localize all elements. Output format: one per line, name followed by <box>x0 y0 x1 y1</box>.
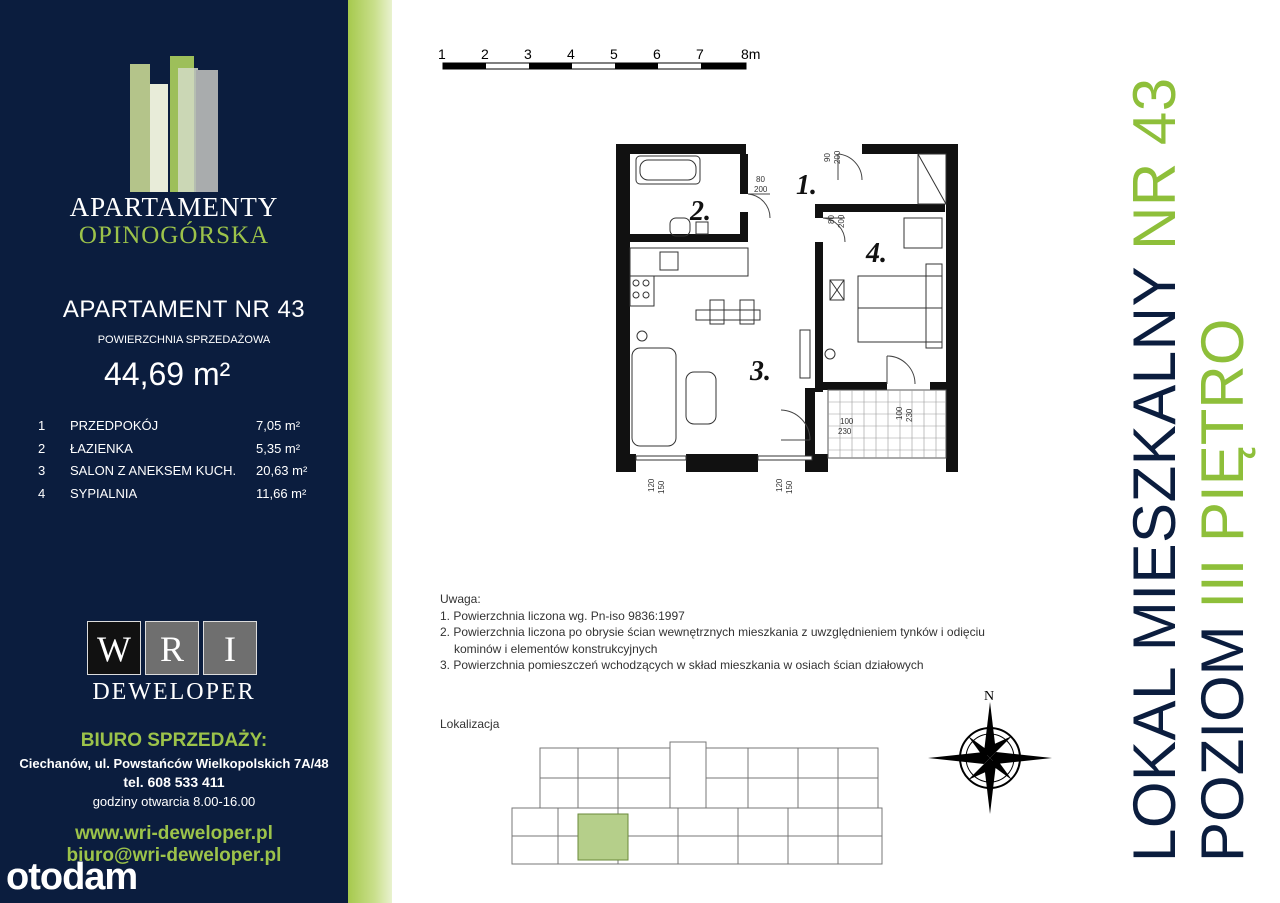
room-number: 1 <box>38 418 46 433</box>
dim-label: 200 <box>833 150 842 164</box>
logo-letter-w: W <box>87 621 141 675</box>
room-name: SALON Z ANEKSEM KUCH. <box>70 463 237 478</box>
dim-label: 120 <box>775 478 784 492</box>
scale-tick: 7 <box>696 46 704 62</box>
note-item: kominów i elementów konstrukcyjnych <box>454 641 658 656</box>
dim-label: 150 <box>785 480 794 494</box>
area-label: POWIERZCHNIA SPRZEDAŻOWA <box>97 334 271 346</box>
website-link[interactable]: www.wri-deweloper.pl <box>75 823 273 844</box>
dim-label: 200 <box>837 214 846 228</box>
dim-label: 200 <box>754 185 768 194</box>
scale-tick: 5 <box>610 46 618 62</box>
compass-icon <box>924 686 1052 816</box>
room-name: PRZEDPOKÓJ <box>70 418 159 433</box>
scale-tick: 1 <box>438 46 446 62</box>
vertical-title-line1 <box>1121 77 1188 862</box>
room-area: 5,35 m² <box>256 440 301 456</box>
scale-tick: 8m <box>741 46 761 62</box>
sales-office-title: BIURO SPRZEDAŻY: <box>80 730 268 751</box>
room-number: 3 <box>38 463 46 478</box>
vertical-title-line2 <box>1189 318 1256 862</box>
room-row <box>38 418 338 441</box>
office-hours: godziny otwarcia 8.00-16.00 <box>92 794 256 809</box>
scale-tick: 6 <box>653 46 661 62</box>
room-list <box>38 418 338 508</box>
room-row <box>38 486 338 509</box>
floor-plan <box>600 140 980 500</box>
room-label-4: 4. <box>866 238 887 269</box>
note-item: 1. Powierzchnia liczona wg. Pn-iso 9836:1997 <box>440 608 685 623</box>
room-name: ŁAZIENKA <box>70 440 133 456</box>
dim-label: 230 <box>838 427 852 436</box>
room-row <box>38 463 338 486</box>
room-area: 11,66 m² <box>256 485 307 501</box>
scale-tick: 3 <box>524 46 532 62</box>
logo-letter-r: R <box>145 621 199 675</box>
room-number: 2 <box>38 440 46 456</box>
dim-label: 80 <box>756 175 765 184</box>
dim-label: 90 <box>823 153 832 162</box>
room-number: 4 <box>38 485 46 501</box>
watermark-logo: otodam <box>6 856 138 898</box>
location-plan <box>498 738 884 868</box>
room-area: 20,63 m² <box>256 463 308 478</box>
scale-tick: 2 <box>481 46 489 62</box>
room-label-2: 2. <box>690 196 711 227</box>
scale-bar <box>436 44 776 74</box>
dim-label: 80 <box>827 215 836 224</box>
room-area: 7,05 m² <box>256 418 301 433</box>
brand-subname: OPINOGÓRSKA <box>78 222 270 249</box>
compass-north: N <box>984 689 995 704</box>
area-value: 44,69 m² <box>104 356 231 392</box>
building-logo-icon <box>126 54 226 194</box>
notes-title: Uwaga: <box>440 592 481 606</box>
logo-letter-i: I <box>203 621 257 675</box>
room-row <box>38 441 338 464</box>
office-address: Ciechanów, ul. Powstańców Wielkopolskich 7A/48 <box>19 756 329 771</box>
dim-label: 230 <box>905 408 914 422</box>
title-part: LOKAL MIESZKALNY <box>1121 249 1188 862</box>
dim-label: 100 <box>840 417 854 426</box>
scale-tick: 4 <box>567 46 575 62</box>
office-phone: tel. 608 533 411 <box>123 774 225 790</box>
email-link[interactable]: biuro@wri-deweloper.pl <box>66 845 282 866</box>
green-stripe <box>348 0 392 903</box>
location-label: Lokalizacja <box>440 717 500 731</box>
dim-label: 120 <box>647 478 656 492</box>
title-part: NR 43 <box>1121 77 1188 250</box>
note-item: 2. Powierzchnia liczona po obrysie ścian wewnętrznych mieszkania z uwzględnieniem tynków i odięciu <box>440 625 985 639</box>
brand-name: APARTAMENTY <box>69 192 279 222</box>
dim-label: 100 <box>895 406 904 420</box>
dim-label: 150 <box>657 480 666 494</box>
title-part: III PIĘTRO <box>1189 318 1256 609</box>
notes-block <box>440 591 1040 674</box>
room-label-1: 1. <box>796 170 817 201</box>
developer-name: DEWELOPER <box>92 679 256 705</box>
room-label-3: 3. <box>750 356 771 387</box>
note-item: 3. Powierzchnia pomieszczeń wchodzących w skład mieszkania w osiach ścian działowych <box>440 658 924 672</box>
developer-logo <box>87 621 257 675</box>
info-panel <box>0 0 348 903</box>
apartment-title: APARTAMENT NR 43 <box>62 296 306 323</box>
room-name: SYPIALNIA <box>70 485 138 501</box>
title-part: POZIOM <box>1189 608 1256 862</box>
